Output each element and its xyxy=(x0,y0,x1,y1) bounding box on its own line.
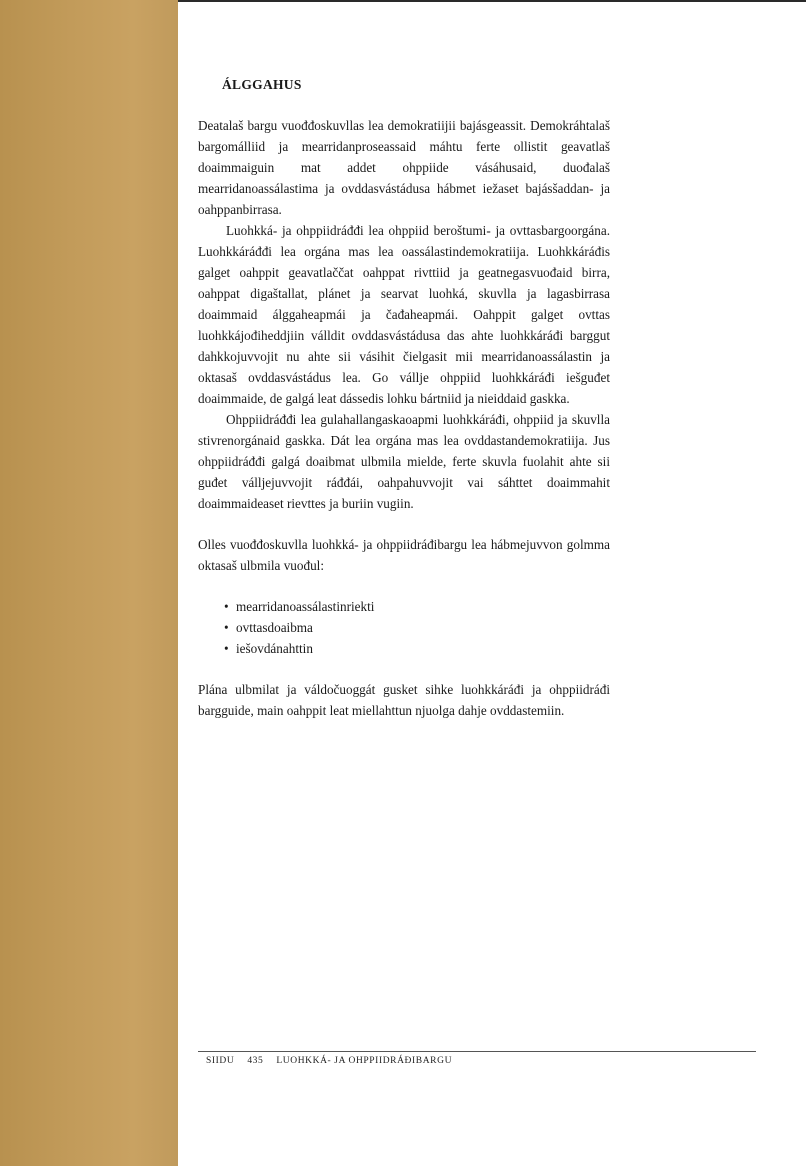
footer-rule xyxy=(198,1051,756,1052)
paragraph-intro: Deatalaš bargu vuođđoskuvllas lea demokratiijii bajásgeassit. Demokráhtalaš bargomálliid ja mearridanproseassaid máhtu ferte ollistit geavatlaš doaimmaiguin mat addet ohppiide vásáhusaid, duođalaš mearridanoassálastima ja ovddasvástádusa hábmet iežaset bajásšaddan- ja oahppanbirrasa. xyxy=(198,118,610,217)
page-content xyxy=(198,74,610,721)
footer-label: SIIDU xyxy=(206,1056,235,1066)
goals-list xyxy=(198,596,610,659)
page-heading: ÁLGGAHUS xyxy=(222,77,302,92)
side-color-band xyxy=(0,0,178,1166)
top-rule xyxy=(178,0,806,2)
footer-page-number: 435 xyxy=(247,1056,264,1066)
page-footer xyxy=(206,1056,462,1066)
list-item: • ovttasdoaibma xyxy=(224,617,610,638)
list-item: • mearridanoassálastinriekti xyxy=(224,596,610,617)
paragraph-student-council: Ohppiidráđđi lea gulahallangaskaoapmi luohkkáráđi, ohppiid ja skuvlla stivrenorgánaid gaskka. Dát lea orgána mas lea ovddastandemokratiija. Jus ohppiidráđđi galgá doaibmat ulbmila mielde, ferte skuvla fuolahit ahte sii guđet válljejuvvojit ráđđái, oahpahuvvojit vai sáhttet doaimmahit doaimmaideaset rievttes ja buriin vugiin. xyxy=(198,412,610,511)
paragraph-closing: Plána ulbmilat ja váldočuoggát gusket sihke luohkkáráđi ja ohppiidráđi bargguide, main oahppit leat miellahttun njuolga dahje ovddastemiin. xyxy=(198,682,610,718)
list-item: • iešovdánahttin xyxy=(224,638,610,659)
footer-title: LUOHKKÁ- JA OHPPIIDRÁĐIBARGU xyxy=(276,1056,453,1066)
paragraph-goals-intro: Olles vuođđoskuvlla luohkká- ja ohppiidráđibargu lea hábmejuvvon golmma oktasaš ulbmila vuođul: xyxy=(198,537,610,573)
paragraph-class-council: Luohkká- ja ohppiidráđđi lea ohppiid beroštumi- ja ovttasbargoorgána. Luohkkáráđđi lea orgána mas lea oassálastindemokratiija. Luohkkáráđis galget oahppit geavatlaččat oahppat rivttiid ja geatnegasvuođaid birra, oahppat digaštallat, plánet ja searvat luohká, skuvlla ja lagasbirrasa doaimmaid álggaheapmái ja čađaheapmái. Oahppit galget ovttas luohkkájođiheddjiin válldit ovddasvástádusa das ahte luohkkáráđi barggut dahkkojuvvojit nu ahte sii vásihit čielgasit mii mearridanoassálastin ja oktasaš ovddasvástádus lea. Go vállje ohppiid luohkkáráđi iešguđet doaimmaide, de galgá leat dássedis lohku bártniid ja nieiddaid gaskka. xyxy=(198,223,610,406)
